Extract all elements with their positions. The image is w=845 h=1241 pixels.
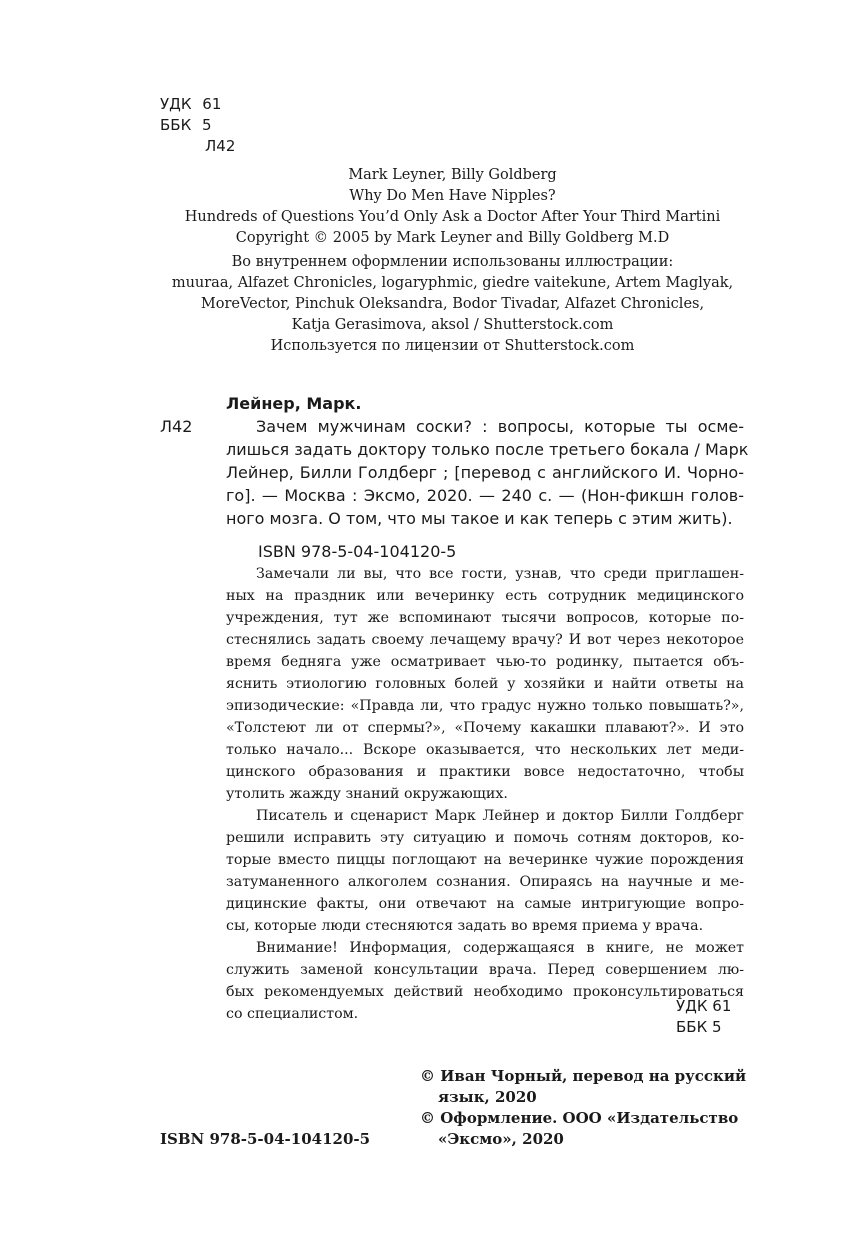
annotation-line: затуманенного алкоголем сознания. Опираясь на научные и ме-: [226, 874, 744, 890]
copyright-line: язык, 2020: [438, 1088, 537, 1106]
original-subtitle: Hundreds of Questions You’d Only Ask a Doctor After Your Third Martini: [184, 209, 721, 225]
annotation-line: цинского образования и практики вовсе недостаточно, чтобы: [226, 764, 744, 780]
bottom-isbn: ISBN 978-5-04-104120-5: [160, 1130, 371, 1148]
bibliography-mark: Л42: [160, 417, 193, 436]
illustration-credits: [160, 252, 745, 357]
author-mark: Л42: [205, 137, 236, 155]
illustration-line: Katja Gerasimova, aksol / Shutterstock.com: [291, 317, 614, 333]
bibliography-line: Лейнер, Билли Голдберг ; [перевод с английского И. Чорно-: [226, 463, 744, 482]
bibliography-line: го]. — Москва : Эксмо, 2020. — 240 с. — (Нон-фикшн голов-: [226, 486, 744, 505]
annotation-line: дицинские факты, они отвечают на самые интригующие вопро-: [226, 896, 744, 912]
isbn-record: ISBN 978-5-04-104120-5: [258, 542, 457, 561]
udk-value: 61: [202, 95, 222, 113]
annotation: [226, 563, 744, 1025]
footer-udk: УДК 61: [676, 997, 732, 1015]
udk-label: УДК: [160, 95, 192, 113]
annotation-paragraph-3: [226, 937, 744, 1025]
annotation-line: торые вместо пиццы поглощают на вечеринке чужие порождения: [226, 852, 744, 868]
illustration-line: Используется по лицензии от Shutterstock.com: [270, 338, 635, 354]
bibliography-line: лишься задать доктору только после третьего бокала / Марк: [226, 440, 749, 459]
illustration-line: Во внутреннем оформлении использованы иллюстрации:: [231, 254, 674, 270]
footer-bbk: ББК 5: [676, 1018, 722, 1036]
copyright-line: «Эксмо», 2020: [438, 1130, 564, 1148]
illustration-line: MoreVector, Pinchuk Oleksandra, Bodor Tivadar, Alfazet Chronicles,: [200, 296, 705, 312]
bbk-code: [160, 115, 212, 136]
annotation-line: со специалистом.: [226, 1006, 359, 1022]
annotation-line: Замечали ли вы, что все гости, узнав, что среди приглашен-: [256, 566, 744, 582]
copyright-block: [420, 1066, 746, 1150]
annotation-paragraph-1: [226, 563, 744, 805]
annotation-line: яснить этиологию головных болей у хозяйки и найти ответы на: [226, 676, 744, 692]
bibliography-record: [226, 415, 749, 530]
original-title: Why Do Men Have Nipples?: [349, 188, 556, 204]
annotation-line: учреждения, тут же вспоминают тысячи вопросов, которые по-: [226, 610, 744, 626]
annotation-line: служить заменой консультации врача. Перед совершением лю-: [226, 962, 744, 978]
udk-code: [160, 94, 221, 115]
annotation-paragraph-2: [226, 805, 744, 937]
bibliography-line: Зачем мужчинам соски? : вопросы, которые ты осме-: [256, 417, 744, 436]
annotation-line: только начало... Вскоре оказывается, что нескольких лет меди-: [226, 742, 744, 758]
annotation-line: «Толстеют ли от спермы?», «Почему какашки плавают?». И это: [226, 720, 744, 736]
annotation-line: сы, которые люди стесняются задать во время приема у врача.: [226, 918, 704, 934]
annotation-line: Писатель и сценарист Марк Лейнер и доктор Билли Голдберг: [256, 808, 744, 824]
annotation-line: ных на праздник или вечеринку есть сотрудник медицинского: [226, 588, 744, 604]
original-credits: [160, 165, 745, 249]
annotation-line: время бедняга уже осматривает чью-то родинку, пытается объ-: [226, 654, 744, 670]
annotation-line: эпизодические: «Правда ли, что градус нужно только повышать?»,: [226, 698, 744, 714]
illustration-line: muuraa, Alfazet Chronicles, logaryphmic, giedre vaitekune, Artem Maglyak,: [171, 275, 734, 291]
annotation-line: утолить жажду знаний окружающих.: [226, 786, 508, 802]
bibliography-line: ного мозга. О том, что мы такое и как теперь с этим жить).: [226, 509, 733, 528]
bbk-value: 5: [202, 116, 212, 134]
copyright-line: © Оформление. ООО «Издательство: [420, 1109, 739, 1127]
annotation-line: решили исправить эту ситуацию и помочь сотням докторов, ко-: [226, 830, 744, 846]
copyright-line: © Иван Чорный, перевод на русский: [420, 1067, 747, 1085]
bbk-label: ББК: [160, 116, 192, 134]
original-authors: Mark Leyner, Billy Goldberg: [348, 167, 557, 183]
annotation-line: Внимание! Информация, содержащаяся в книге, не может: [256, 940, 744, 956]
original-copyright: Copyright © 2005 by Mark Leyner and Billy Goldberg M.D: [235, 230, 670, 246]
author-heading: Лейнер, Марк.: [226, 394, 362, 413]
annotation-line: стеснялись задать своему лечащему врачу? И вот через некоторое: [226, 632, 744, 648]
annotation-line: бых рекомендуемых действий необходимо проконсультироваться: [226, 984, 744, 1000]
